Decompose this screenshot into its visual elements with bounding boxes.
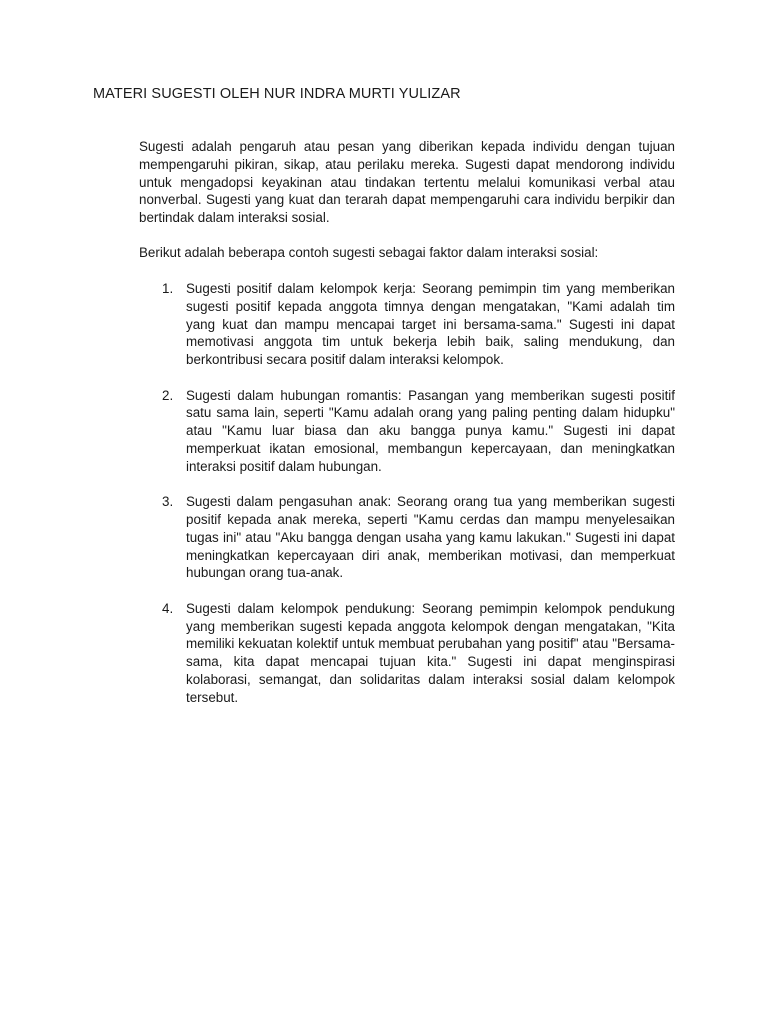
list-item-text: Sugesti dalam hubungan romantis: Pasangan yang memberikan sugesti positif satu sama lain, seperti "Kamu adalah orang yang paling penting dalam hidupku" atau "Kamu luar biasa dan aku bangga punya kamu." Sugesti ini dapat memperkuat ikatan emosional, membangun kepercayaan, dan meningkatkan interaksi positif dalam hubungan. — [186, 387, 675, 474]
example-list — [139, 280, 675, 724]
list-item-number: 1. — [162, 281, 174, 296]
list-item-text: Sugesti dalam pengasuhan anak: Seorang orang tua yang memberikan sugesti positif kepada anak mereka, seperti "Kamu cerdas dan mampu menyelesaikan tugas ini" atau "Aku bangga dengan usaha yang kamu lakukan." Sugesti ini dapat meningkatkan kepercayaan diri anak, memberikan motivasi, dan memperkuat hubungan orang tua-anak. — [186, 494, 675, 581]
list-item — [139, 280, 675, 369]
list-item — [139, 387, 675, 476]
list-item — [139, 493, 675, 582]
list-item-number: 4. — [162, 600, 174, 616]
intro-paragraph: Sugesti adalah pengaruh atau pesan yang diberikan kepada individu dengan tujuan mempengaruhi pikiran, sikap, atau perilaku mereka. Sugesti dapat mendorong individu untuk mengadopsi keyakinan atau tindakan tertentu melalui komunikasi verbal atau nonverbal. Sugesti yang kuat dan terarah dapat mempengaruhi cara individu berpikir dan bertindak dalam interaksi sosial. — [139, 139, 675, 226]
list-item-text: Sugesti dalam kelompok pendukung: Seorang pemimpin kelompok pendukung yang memberikan sugesti kepada anggota kelompok dengan mengatakan, "Kita memiliki kekuatan kolektif untuk membuat perubahan yang positif" atau "Bersama-sama, kita dapat mencapai tujuan kita." Sugesti ini dapat menginspirasi kolaborasi, semangat, dan solidaritas dalam interaksi sosial dalam kelompok tersebut. — [186, 600, 675, 705]
list-item-text: Sugesti positif dalam kelompok kerja: Seorang pemimpin tim yang memberikan sugesti positif kepada anggota timnya dengan mengatakan, "Kami adalah tim yang kuat dan mampu mencapai target ini bersama-sama." Sugesti ini dapat memotivasi anggota tim untuk bekerja lebih baik, saling mendukung, dan berkontribusi secara positif dalam interaksi kelompok. — [186, 281, 675, 368]
list-item — [139, 600, 675, 707]
lead-paragraph: Berikut adalah beberapa contoh sugesti sebagai faktor dalam interaksi sosial: — [139, 245, 599, 260]
document-title: MATERI SUGESTI OLEH NUR INDRA MURTI YULIZAR — [93, 86, 461, 102]
list-item-number: 2. — [162, 387, 174, 403]
list-item-number: 3. — [162, 494, 174, 510]
